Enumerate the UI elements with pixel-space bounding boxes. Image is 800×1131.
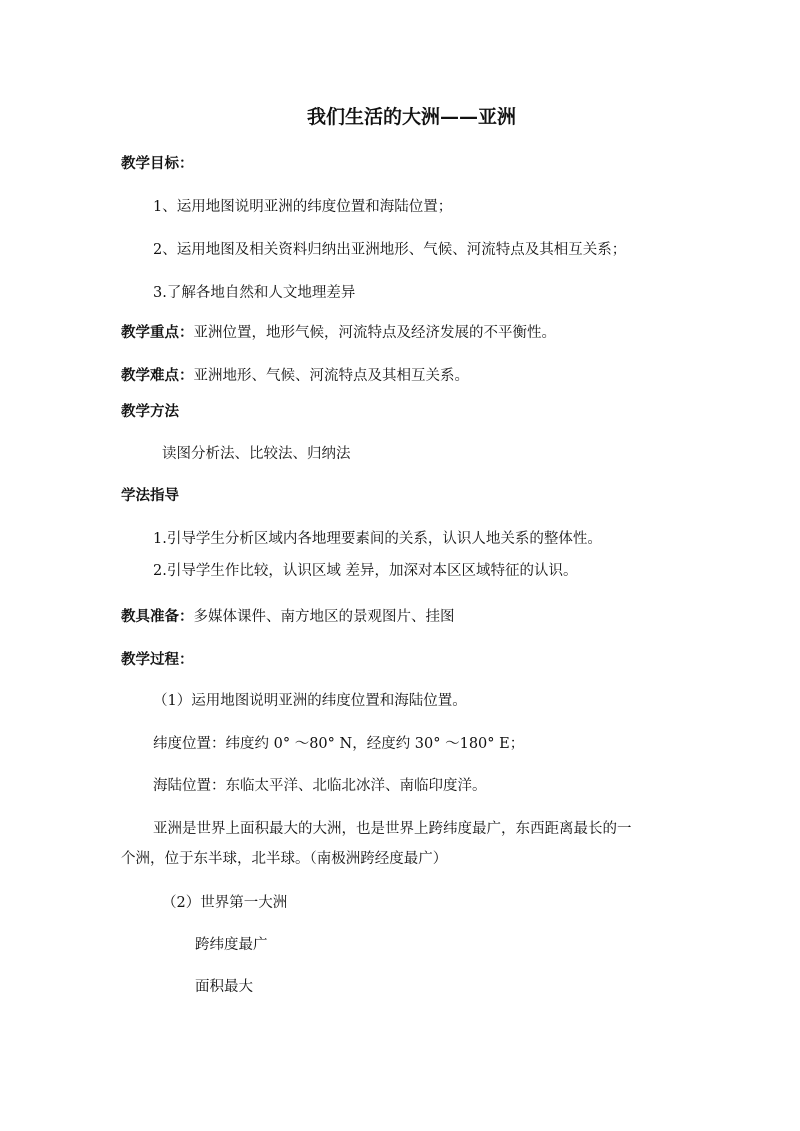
materials-label: 教具准备： <box>121 609 194 625</box>
methods-heading: 教学方法 <box>121 404 179 420</box>
objective-item: 1、运用地图说明亚洲的纬度位置和海陆位置； <box>153 199 453 215</box>
materials-line <box>121 607 455 627</box>
process-line: 跨纬度最广 <box>195 937 268 953</box>
process-line: （2）世界第一大洲 <box>162 895 288 911</box>
guidance-item: 2.引导学生作比较，认识区域 差异，加深对本区区域特征的认识。 <box>153 563 578 579</box>
difficulties-line <box>121 366 469 386</box>
process-line: 面积最大 <box>195 979 253 995</box>
process-line: 个洲，位于东半球，北半球。（南极洲跨经度最广） <box>121 851 448 867</box>
key-points-text: 亚洲位置，地形气候，河流特点及经济发展的不平衡性。 <box>193 325 556 341</box>
objectives-heading: 教学目标： <box>121 156 194 172</box>
guidance-heading: 学法指导 <box>121 488 179 504</box>
key-points-label: 教学重点： <box>121 325 194 341</box>
difficulties-label: 教学难点： <box>121 368 194 384</box>
methods-text: 读图分析法、比较法、归纳法 <box>162 446 351 462</box>
process-line: 纬度位置：纬度约 0° ～80° N，经度约 30° ～180° E； <box>153 736 525 752</box>
document-title: 我们生活的大洲——亚洲 <box>307 106 517 128</box>
difficulties-text: 亚洲地形、气候、河流特点及其相互关系。 <box>193 368 469 384</box>
process-line: 海陆位置：东临太平洋、北临北冰洋、南临印度洋。 <box>153 778 487 794</box>
process-line: （1）运用地图说明亚洲的纬度位置和海陆位置。 <box>153 693 467 709</box>
objective-item: 2、运用地图及相关资料归纳出亚洲地形、气候、河流特点及其相互关系； <box>153 242 627 258</box>
guidance-item: 1.引导学生分析区域内各地理要素间的关系，认识人地关系的整体性。 <box>153 531 602 547</box>
key-points-line <box>121 323 556 343</box>
objective-item: 3.了解各地自然和人文地理差异 <box>153 285 356 301</box>
process-line: 亚洲是世界上面积最大的大洲，也是世界上跨纬度最广，东西距离最长的一 <box>153 821 632 837</box>
process-heading: 教学过程： <box>121 652 194 668</box>
materials-text: 多媒体课件、南方地区的景观图片、挂图 <box>193 609 455 625</box>
